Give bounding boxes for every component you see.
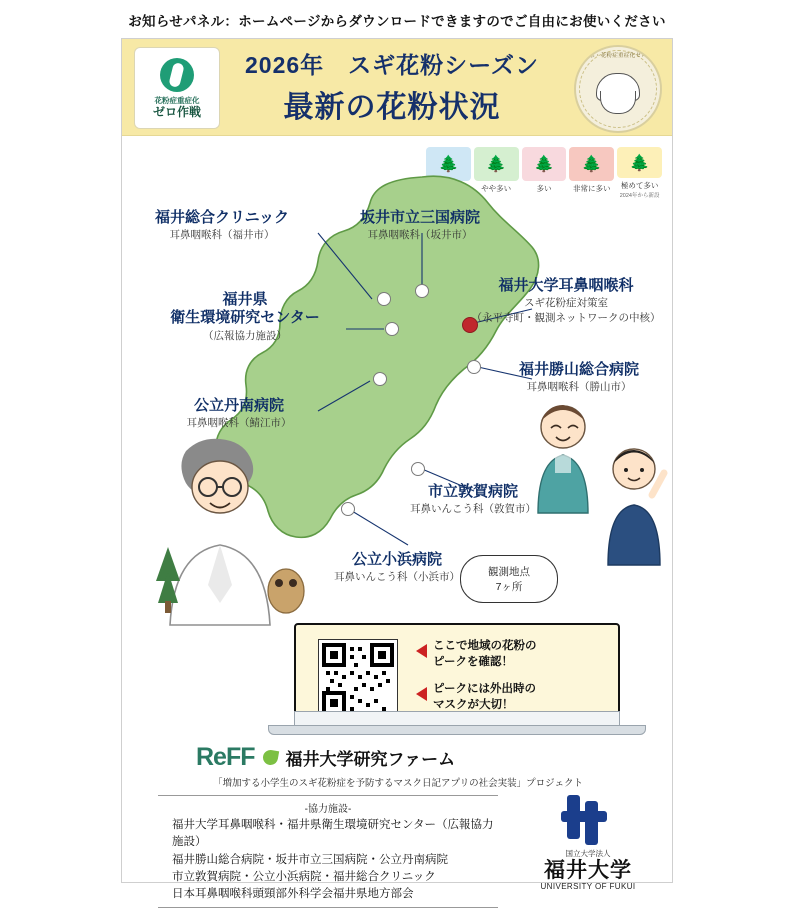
zero-sakusen-logo [134, 47, 220, 129]
title-line-1: 2026年 スギ花粉シーズン [244, 52, 540, 78]
label-sub-1: スギ花粉症対策室 [524, 297, 608, 310]
label-main: 福井総合クリニック [154, 209, 290, 226]
seal-caption: 福井県・花粉症重症化ゼロ作戦 [577, 53, 659, 59]
observation-count-bubble [460, 555, 558, 603]
laptop-base [268, 725, 646, 735]
label-main: 公立丹南病院 [193, 397, 284, 414]
campaign-seal-logo [574, 45, 662, 133]
poster-header [122, 39, 672, 136]
triangle-bullet-icon [416, 687, 427, 701]
qr-note-line-1: ピークには外出時の [433, 683, 537, 696]
bubble-line-2: 7ヶ所 [495, 581, 523, 593]
label-sub: 耳鼻咽喉科（坂井市） [367, 229, 473, 242]
triangle-bullet-icon [416, 644, 427, 658]
label-main: 市立敦賀病院 [427, 483, 518, 500]
label-fukui-eisei-center [140, 291, 350, 342]
label-sub: 耳鼻咽喉科（福井市） [169, 229, 275, 242]
qr-note-item [416, 639, 606, 670]
label-sub: （広報協力施設） [203, 329, 287, 342]
label-sub: 耳鼻咽喉科（鯖江市） [186, 417, 292, 430]
reff-suffix: 福井大学研究ファーム [285, 750, 456, 769]
logo-left-small-text: 花粉症重症化 [154, 95, 200, 105]
fukui-university-mark-icon [561, 795, 615, 845]
reff-brand [196, 743, 455, 772]
label-main-line2: 衛生環境研究センター [170, 309, 320, 327]
legend-label: やや多い [481, 184, 512, 193]
qr-note-text [433, 682, 536, 713]
label-main: 坂井市立三国病院 [359, 209, 480, 226]
label-fukui-katsuyama [484, 361, 674, 394]
coop-line: 日本耳鼻咽喉科頭頸部外科学会福井県地方部会 [172, 888, 414, 900]
label-main: 公立小浜病院 [351, 551, 442, 568]
label-kouritsu-tannan [144, 397, 334, 430]
qr-note-line-2: マスクが大切！ [433, 698, 514, 711]
qr-note-line-1: ここで地域の花粉の [433, 640, 537, 652]
laptop-illustration [268, 711, 644, 737]
label-sub: 耳鼻咽喉科（勝山市） [526, 381, 632, 394]
label-main: 福井勝山総合病院 [518, 361, 639, 378]
poster-frame [121, 38, 673, 900]
announcement-note: お知らせパネル：ホームページからダウンロードできますのでご自由にお使いください [128, 14, 666, 29]
tree-icon: 🌲 [617, 147, 662, 178]
bubble-line-1: 観測地点 [488, 566, 530, 578]
cooperating-facilities [158, 795, 498, 908]
tree-icon: 🌲 [522, 147, 567, 181]
logo-left-big-text: ゼロ作戦 [152, 104, 201, 119]
legend-label: 極めて多い [620, 181, 659, 190]
qr-note-text [433, 639, 537, 670]
qr-code[interactable] [318, 639, 398, 719]
label-fukui-sogo-clinic [122, 209, 322, 242]
legend-label: 非常に多い [573, 184, 611, 193]
label-main: 福井大学耳鼻咽喉科 [498, 277, 634, 294]
title-line-2: 最新の花粉状況 [283, 91, 501, 124]
doctor-character-illustration [592, 439, 676, 567]
qr-note-item [416, 682, 606, 713]
label-fukui-univ-jibi [458, 277, 674, 325]
green-drop-icon [160, 58, 194, 92]
coop-line: 福井大学耳鼻咽喉科・福井県衛生環境研究センター（広報協力施設） [172, 819, 494, 849]
university-of-fukui-logo [518, 795, 658, 891]
tree-icon: 🌲 [474, 147, 519, 181]
label-sub-2: （永平寺町・観測ネットワークの中核） [471, 312, 661, 325]
tree-icon: 🌲 [426, 147, 471, 181]
leaf-icon [261, 749, 278, 766]
university-name-jp: 福井大学 [544, 859, 632, 882]
tree-icon: 🌲 [569, 147, 614, 181]
legend-sublabel: 2024年から新設 [619, 193, 660, 199]
poster-footer [122, 739, 674, 900]
map-area [122, 139, 674, 629]
page-title [222, 47, 562, 126]
university-name-en: UNIVERSITY OF FUKUI [540, 882, 636, 892]
label-sub: 耳鼻いんこう科（敦賀市） [410, 503, 536, 516]
label-sub: 耳鼻いんこう科（小浜市） [334, 571, 460, 584]
professor-character-illustration [134, 431, 344, 627]
coop-heading: -協力施設- [304, 804, 352, 815]
coop-line: 福井勝山総合病院・坂井市立三国病院・公立丹南病院 [172, 853, 448, 866]
label-main-line1: 福井県 [222, 291, 268, 308]
legend-label: 多い [536, 184, 552, 193]
university-legal-name: 国立大学法人 [565, 849, 611, 858]
coop-line: 市立敦賀病院・公立小浜病院・福井総合クリニック [172, 870, 436, 883]
reff-wordmark: ReFF [196, 743, 255, 771]
label-sakai-mikuni [320, 209, 520, 242]
project-title: 「増加する小学生のスギ花粉症を予防するマスク日記アプリの社会実装」プロジェクト [213, 778, 583, 789]
qr-note-line-2: ピークを確認！ [433, 655, 514, 668]
